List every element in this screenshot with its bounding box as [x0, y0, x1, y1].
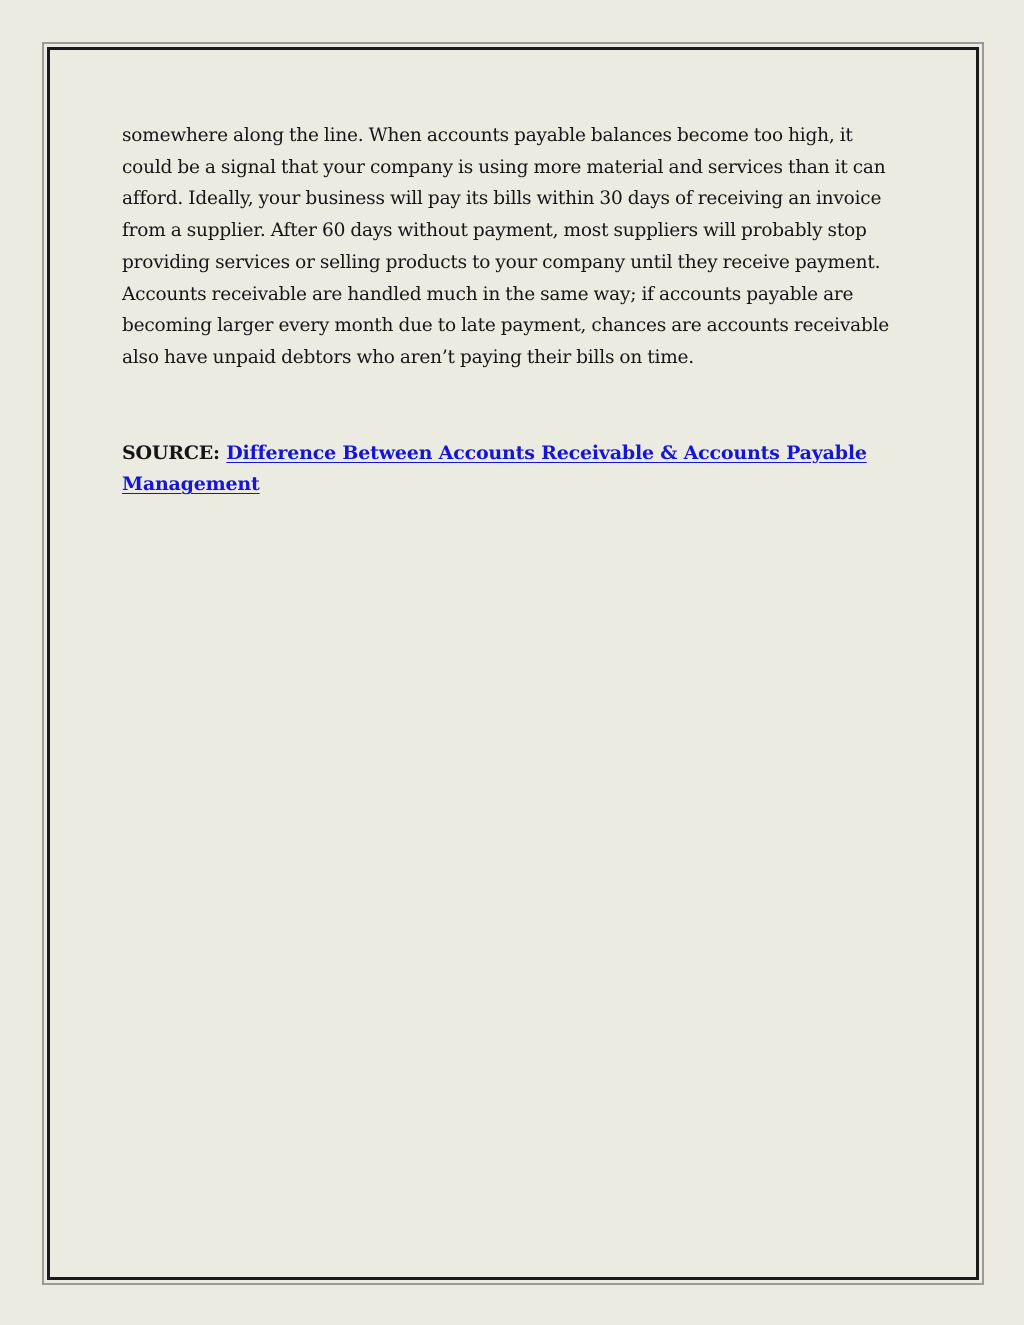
- page-content: [122, 120, 902, 501]
- source-label: SOURCE:: [122, 441, 220, 464]
- source-line: [122, 438, 902, 501]
- body-paragraph: somewhere along the line. When accounts payable balances become too high, it could be a signal that your company is using more material and services than it can afford. Ideally, your business will pay its bills within 30 days of receiving an invoice from a supplier. After 60 days without payment, most suppliers will probably stop providing services or selling products to your company until they receive payment. Accounts receivable are handled much in the same way; if accounts payable are becoming larger every month due to late payment, chances are accounts receivable also have unpaid debtors who aren’t paying their bills on time.: [122, 125, 890, 368]
- source-link[interactable]: Difference Between Accounts Receivable & Accounts Payable Management: [122, 441, 867, 496]
- document-page: [42, 42, 984, 1285]
